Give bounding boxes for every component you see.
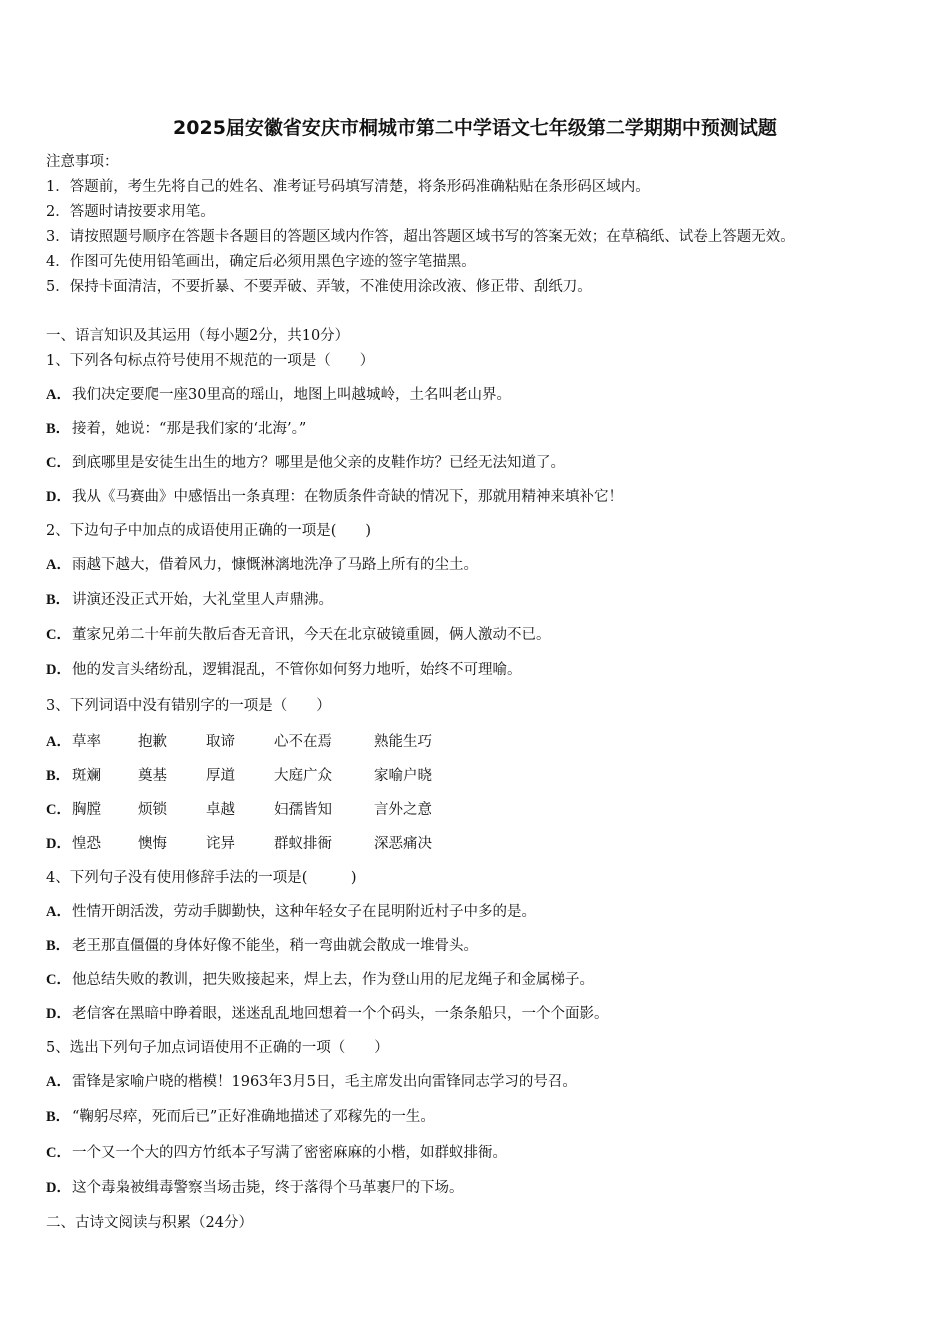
question-3-stem: 3、下列词语中没有错别字的一项是（ ） [46, 698, 331, 714]
question-5-option-b [46, 1107, 435, 1127]
word: 惶恐 [72, 836, 101, 852]
option-text: 老信客在黑暗中睁着眼，迷迷乱乱地回想着一个个码头，一条条船只，一个个面影。 [72, 1006, 609, 1022]
question-1-option-b [46, 419, 306, 439]
question-2-option-d [46, 660, 522, 680]
option-label: C． [46, 1145, 71, 1161]
question-4-option-b [46, 936, 478, 956]
option-label: D． [46, 1180, 71, 1196]
option-text: 雨越下越大，借着风力，慷慨淋漓地洗净了马路上所有的尘土。 [72, 557, 478, 573]
option-label: C． [46, 802, 71, 818]
option-label: B． [46, 592, 71, 608]
option-text: 雷锋是家喻户晓的楷模！1963年3月5日，毛主席发出向雷锋同志学习的号召。 [72, 1074, 577, 1090]
notice-item-1: 1．答题前，考生先将自己的姓名、准考证号码填写清楚，将条形码准确粘贴在条形码区域内。 [46, 179, 650, 195]
question-4-option-d [46, 1004, 609, 1024]
word: 懊悔 [138, 836, 167, 852]
question-3-option-b [46, 766, 454, 786]
word: 草率 [72, 734, 101, 750]
word: 诧异 [206, 836, 235, 852]
question-2-option-a [46, 555, 478, 575]
word: 胸膛 [72, 802, 101, 818]
option-text: 到底哪里是安徒生出生的地方？哪里是他父亲的皮鞋作坊？已经无法知道了。 [72, 455, 565, 471]
word: 心不在焉 [274, 734, 332, 750]
question-2-option-b [46, 590, 333, 610]
option-label: B． [46, 421, 71, 437]
question-1-option-a [46, 385, 511, 405]
word: 家喻户晓 [374, 768, 432, 784]
option-label: C． [46, 455, 71, 471]
section-2-heading: 二、古诗文阅读与积累（24分） [46, 1215, 253, 1231]
question-5-option-a [46, 1072, 577, 1092]
option-text: 一个又一个大的四方竹纸本子写满了密密麻麻的小楷，如群蚁排衙。 [72, 1145, 507, 1161]
word: 深恶痛决 [374, 836, 432, 852]
word: 烦锁 [138, 802, 167, 818]
option-text: 性情开朗活泼，劳动手脚勤快，这种年轻女子在昆明附近村子中多的是。 [72, 904, 536, 920]
word: 妇孺皆知 [274, 802, 332, 818]
question-2-option-c [46, 625, 551, 645]
question-3-option-d [46, 834, 454, 854]
question-1-option-d [46, 487, 623, 507]
option-text: 接着，她说：“那是我们家的‘北海’。” [72, 421, 307, 437]
option-label: B． [46, 1109, 71, 1125]
option-label: A． [46, 557, 71, 573]
option-text: 董家兄弟二十年前失散后杳无音讯，今天在北京破镜重圆，俩人激动不已。 [72, 627, 551, 643]
notice-item-2: 2．答题时请按要求用笔。 [46, 204, 215, 220]
option-text: 我从《马赛曲》中感悟出一条真理：在物质条件奇缺的情况下，那就用精神来填补它！ [72, 489, 623, 505]
option-text: 讲演还没正式开始，大礼堂里人声鼎沸。 [72, 592, 333, 608]
question-2-stem: 2、下边句子中加点的成语使用正确的一项是( ) [46, 523, 372, 539]
question-3-option-c [46, 800, 454, 820]
word: 取谛 [206, 734, 235, 750]
question-3-option-a [46, 732, 454, 752]
option-text: 老王那直僵僵的身体好像不能坐，稍一弯曲就会散成一堆骨头。 [72, 938, 478, 954]
option-label: D． [46, 662, 71, 678]
option-label: D． [46, 489, 71, 505]
question-4-option-a [46, 902, 536, 922]
notice-item-3: 3．请按照题号顺序在答题卡各题目的答题区域内作答，超出答题区域书写的答案无效；在草稿纸、试卷上答题无效。 [46, 229, 795, 245]
option-label: A． [46, 1074, 71, 1090]
option-label: A． [46, 387, 71, 403]
option-text: 他总结失败的教训，把失败接起来，焊上去，作为登山用的尼龙绳子和金属梯子。 [72, 972, 594, 988]
option-label: C． [46, 627, 71, 643]
word: 斑斓 [72, 768, 101, 784]
option-label: B． [46, 768, 71, 784]
question-4-option-c [46, 970, 594, 990]
option-label: A． [46, 904, 71, 920]
question-1-option-c [46, 453, 565, 473]
option-text: 这个毒枭被缉毒警察当场击毙，终于落得个马革裹尸的下场。 [72, 1180, 464, 1196]
option-label: B． [46, 938, 71, 954]
option-label: A． [46, 734, 71, 750]
page-title: 2025届安徽省安庆市桐城市第二中学语文七年级第二学期期中预测试题 [173, 117, 777, 139]
word: 言外之意 [374, 802, 432, 818]
question-1-stem: 1、下列各句标点符号使用不规范的一项是（ ） [46, 353, 375, 369]
word: 大庭广众 [274, 768, 332, 784]
question-5-option-c [46, 1143, 507, 1163]
section-1-heading: 一、语言知识及其运用（每小题2分，共10分） [46, 328, 350, 344]
question-5-option-d [46, 1178, 464, 1198]
word: 群蚁排衙 [274, 836, 332, 852]
word: 抱歉 [138, 734, 167, 750]
word: 厚道 [206, 768, 235, 784]
notice-item-4: 4．作图可先使用铅笔画出，确定后必须用黑色字迹的签字笔描黑。 [46, 254, 476, 270]
question-4-stem: 4、下列句子没有使用修辞手法的一项是( ) [46, 870, 357, 886]
option-text: 他的发言头绪纷乱，逻辑混乱，不管你如何努力地听，始终不可理喻。 [72, 662, 522, 678]
word: 奠基 [138, 768, 167, 784]
option-label: D． [46, 836, 71, 852]
word: 卓越 [206, 802, 235, 818]
option-text: 我们决定要爬一座30里高的瑶山，地图上叫越城岭，土名叫老山界。 [72, 387, 511, 403]
notice-item-5: 5．保持卡面清洁，不要折暴、不要弄破、弄皱，不准使用涂改液、修正带、刮纸刀。 [46, 279, 592, 295]
question-5-stem: 5、选出下列句子加点词语使用不正确的一项（ ） [46, 1040, 389, 1056]
notice-heading: 注意事项： [46, 154, 119, 170]
option-label: D． [46, 1006, 71, 1022]
option-label: C． [46, 972, 71, 988]
option-text: “鞠躬尽瘁，死而后已”正好准确地描述了邓稼先的一生。 [72, 1109, 435, 1125]
word: 熟能生巧 [374, 734, 432, 750]
